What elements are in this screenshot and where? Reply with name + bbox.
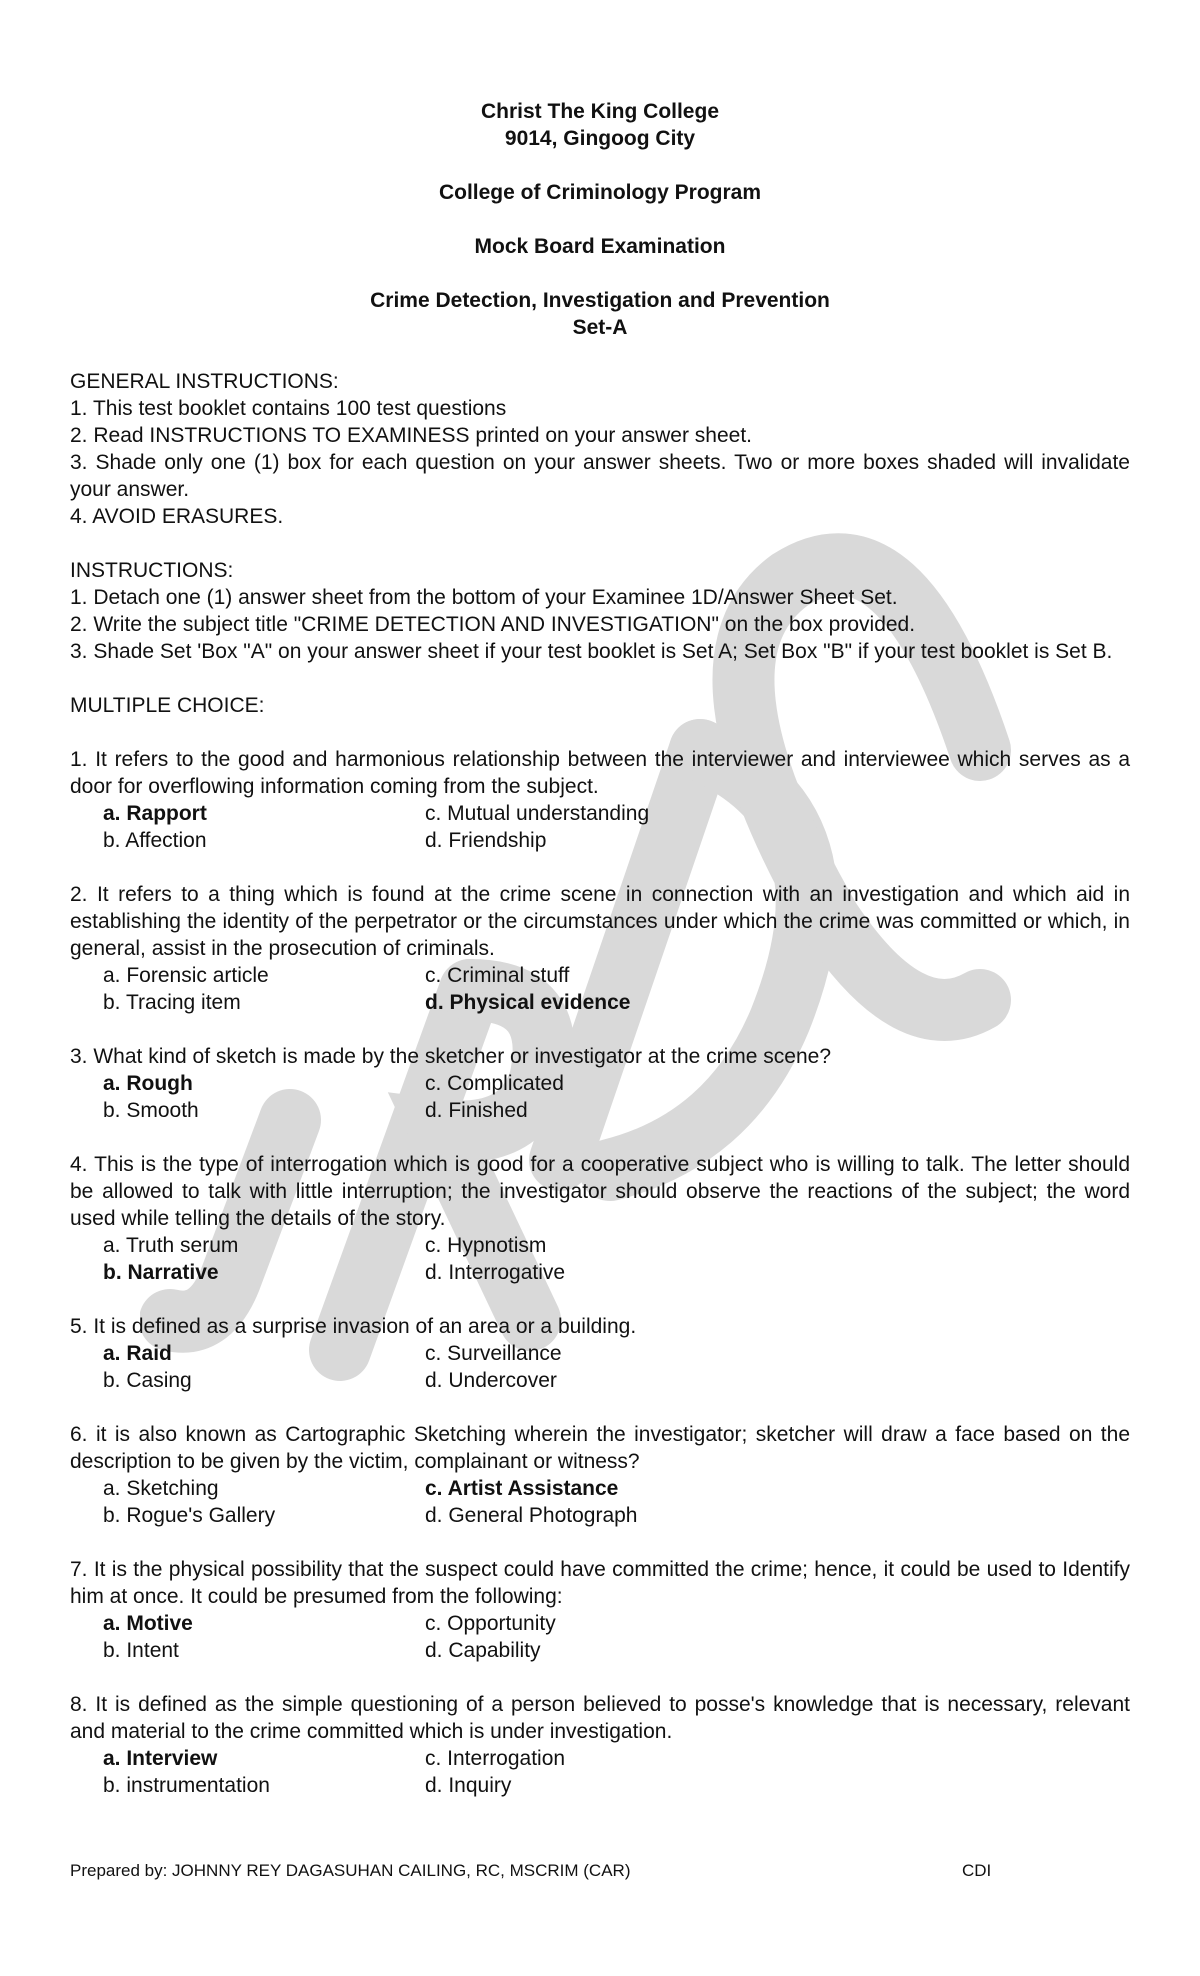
option-c: c. Surveillance (425, 1342, 562, 1365)
answer-options (70, 800, 1130, 854)
option-c: c. Complicated (425, 1072, 564, 1095)
option-d: d. Friendship (425, 829, 547, 852)
instructions-heading: INSTRUCTIONS: (70, 559, 234, 582)
answer-options (70, 1610, 1130, 1664)
instruction-item: 1. Detach one (1) answer sheet from the bottom of your Examinee 1D/Answer Sheet Set. (70, 586, 898, 609)
question-text: 8. It is defined as the simple questioning of a person believed to posse's knowledge that is necessary, relevant and material to the crime committed which is under investigation. (70, 1693, 1130, 1743)
option-b: b. Affection (103, 829, 207, 852)
general-instructions-heading: GENERAL INSTRUCTIONS: (70, 370, 339, 393)
answer-options (70, 962, 1130, 1016)
answer-options (70, 1745, 1130, 1799)
general-instruction-item: 1. This test booklet contains 100 test questions (70, 397, 507, 420)
instruction-item: 3. Shade Set 'Box "A" on your answer sheet if your test booklet is Set A; Set Box "B" if your test booklet is Set B. (70, 640, 1113, 663)
multiple-choice-heading: MULTIPLE CHOICE: (70, 694, 265, 717)
question-text: 4. This is the type of interrogation which is good for a cooperative subject who is willing to talk. The letter should be allowed to talk with little interruption; the investigator should observe the reactions of the subject; the word used while telling the details of the story. (70, 1153, 1130, 1230)
option-c: c. Mutual understanding (425, 802, 650, 825)
general-instruction-item: 3. Shade only one (1) box for each question on your answer sheets. Two or more boxes shaded will invalidate your answer. (70, 451, 1130, 501)
option-a: a. Sketching (103, 1477, 219, 1500)
option-d: d. Finished (425, 1099, 528, 1122)
exam-title: Mock Board Examination (474, 235, 726, 258)
answer-options (70, 1070, 1130, 1124)
option-d: d. General Photograph (425, 1504, 638, 1527)
option-d: d. Capability (425, 1639, 541, 1662)
option-a: a. Truth serum (103, 1234, 239, 1257)
option-b: b. Tracing item (103, 991, 241, 1014)
question-text: 2. It refers to a thing which is found at the crime scene in connection with an investigation and which aid in establishing the identity of the perpetrator or the circumstances under which the crime was committed or which, in general, assist in the prosecution of criminals. (70, 883, 1130, 960)
option-c: c. Hypnotism (425, 1234, 547, 1257)
program-title: College of Criminology Program (438, 181, 762, 204)
option-d: d. Inquiry (425, 1774, 512, 1797)
answer-options (70, 1232, 1130, 1286)
answer-options (70, 1340, 1130, 1394)
subject-code: CDI (962, 1861, 992, 1880)
page-footer (70, 1861, 1130, 1881)
school-location: 9014, Gingoog City (504, 127, 696, 150)
option-d: d. Physical evidence (425, 991, 631, 1014)
option-a: a. Interview (103, 1747, 218, 1770)
subject-title: Crime Detection, Investigation and Prevention (370, 289, 830, 312)
option-a: a. Rough (103, 1072, 193, 1095)
option-b: b. Smooth (103, 1099, 199, 1122)
option-a: a. Forensic article (103, 964, 269, 987)
option-a: a. Motive (103, 1612, 193, 1635)
exam-page (70, 98, 1130, 1799)
set-label: Set-A (572, 316, 628, 339)
general-instruction-item: 4. AVOID ERASURES. (70, 505, 284, 528)
question-text: 7. It is the physical possibility that the suspect could have committed the crime; hence, it could be used to Identify him at once. It could be presumed from the following: (70, 1558, 1130, 1608)
option-c: c. Criminal stuff (425, 964, 570, 987)
general-instruction-item: 2. Read INSTRUCTIONS TO EXAMINESS printed on your answer sheet. (70, 424, 752, 447)
option-b: b. Casing (103, 1369, 192, 1392)
option-b: b. instrumentation (103, 1774, 270, 1797)
option-a: a. Rapport (103, 802, 207, 825)
instruction-item: 2. Write the subject title "CRIME DETECTION AND INVESTIGATION" on the box provided. (70, 613, 916, 636)
school-name: Christ The King College (480, 100, 719, 123)
option-c: c. Artist Assistance (425, 1477, 619, 1500)
option-c: c. Opportunity (425, 1612, 556, 1635)
question-text: 1. It refers to the good and harmonious relationship between the interviewer and interviewee which serves as a door for overflowing information coming from the subject. (70, 748, 1130, 798)
option-d: d. Undercover (425, 1369, 557, 1392)
option-c: c. Interrogation (425, 1747, 566, 1770)
option-b: b. Rogue's Gallery (103, 1504, 276, 1527)
question-text: 6. it is also known as Cartographic Sketching wherein the investigator; sketcher will draw a face based on the description to be given by the victim, complainant or witness? (70, 1423, 1130, 1473)
option-b: b. Narrative (103, 1261, 219, 1284)
answer-options (70, 1475, 1130, 1529)
question-text: 5. It is defined as a surprise invasion of an area or a building. (70, 1315, 637, 1338)
question-text: 3. What kind of sketch is made by the sketcher or investigator at the crime scene? (70, 1045, 832, 1068)
option-a: a. Raid (103, 1342, 172, 1365)
prepared-by: Prepared by: JOHNNY REY DAGASUHAN CAILING, RC, MSCRIM (CAR) (70, 1861, 631, 1880)
option-d: d. Interrogative (425, 1261, 566, 1284)
option-b: b. Intent (103, 1639, 179, 1662)
